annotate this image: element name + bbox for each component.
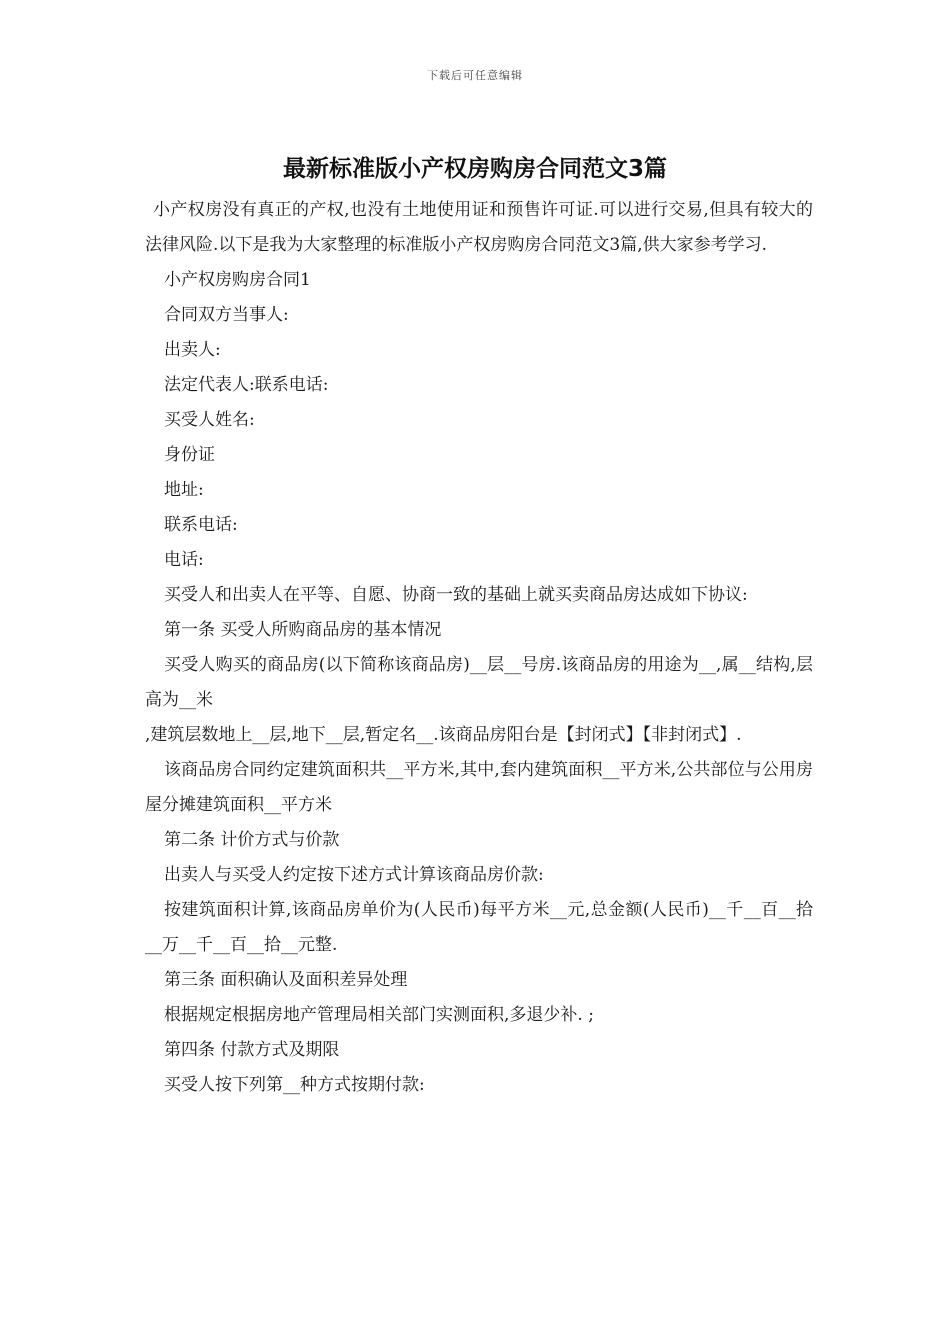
document-body	[145, 193, 813, 1103]
article-3-paragraph-1: 根据规定根据房地产管理局相关部门实测面积,多退少补. ;	[164, 1005, 594, 1025]
agreement-paragraph: 买受人和出卖人在平等、自愿、协商一致的基础上就买卖商品房达成如下协议:	[164, 585, 748, 605]
article-2-paragraph-1: 出卖人与买受人约定按下述方式计算该商品房价款:	[164, 865, 544, 885]
legal-rep-label: 法定代表人:联系电话:	[164, 375, 329, 395]
phone-label: 电话:	[164, 550, 204, 570]
intro-paragraph: 小产权房没有真正的产权,也没有土地使用证和预售许可证.可以进行交易,但具有较大的法律风险.以下是我为大家整理的标准版小产权房购房合同范文3篇,供大家参考学习.	[145, 200, 813, 255]
article-1-paragraph-3: 该商品房合同约定建筑面积共__平方米,其中,套内建筑面积__平方米,公共部位与公用房屋分摊建筑面积__平方米	[145, 760, 813, 815]
contact-phone-label: 联系电话:	[164, 515, 238, 535]
article-1-paragraph-1: 买受人购买的商品房(以下简称该商品房)__层__号房.该商品房的用途为__,属__结构,层高为__米	[145, 655, 813, 710]
contract-heading: 小产权房购房合同1	[164, 270, 311, 290]
article-4-paragraph-1: 买受人按下列第__种方式按期付款:	[164, 1075, 425, 1095]
article-1-paragraph-2: ,建筑层数地上__层,地下__层,暂定名__.该商品房阳台是【封闭式】【非封闭式】.	[145, 725, 742, 745]
page-header-note: 下载后可任意编辑	[427, 69, 523, 82]
document-title: 最新标准版小产权房购房合同范文3篇	[282, 156, 667, 182]
parties-label: 合同双方当事人:	[164, 305, 289, 325]
id-card-label: 身份证	[164, 445, 215, 465]
article-3-heading: 第三条 面积确认及面积差异处理	[164, 970, 408, 990]
address-label: 地址:	[164, 480, 204, 500]
article-2-heading: 第二条 计价方式与价款	[164, 830, 340, 850]
article-4-heading: 第四条 付款方式及期限	[164, 1040, 340, 1060]
article-1-heading: 第一条 买受人所购商品房的基本情况	[164, 620, 442, 640]
buyer-name-label: 买受人姓名:	[164, 410, 255, 430]
article-2-paragraph-2: 按建筑面积计算,该商品房单价为(人民币)每平方米__元,总金额(人民币)__千__百__拾__万__千__百__拾__元整.	[145, 900, 813, 955]
seller-label: 出卖人:	[164, 340, 221, 360]
